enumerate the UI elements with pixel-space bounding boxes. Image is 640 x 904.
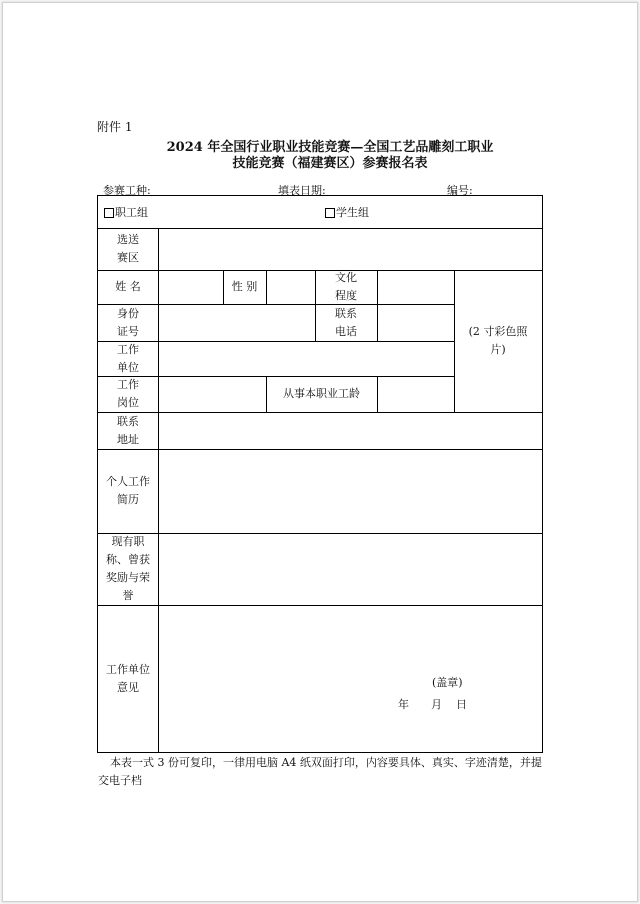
month-label: 月 — [431, 698, 442, 711]
education-field[interactable] — [378, 271, 454, 304]
resume-field[interactable] — [159, 450, 542, 533]
post-field[interactable] — [159, 377, 266, 412]
resume-label: 个人工作 简历 — [106, 475, 150, 506]
phone-field[interactable] — [378, 305, 454, 341]
post-label: 工作 岗位 — [117, 378, 139, 409]
education-label: 文化 程度 — [335, 271, 357, 302]
day-label: 日 — [456, 698, 467, 711]
gender-field[interactable] — [267, 271, 315, 304]
work-years-field[interactable] — [378, 377, 454, 412]
phone-label: 联系 电话 — [335, 306, 357, 338]
form-title-line2: 技能竞赛（福建赛区）参赛报名表 — [232, 156, 428, 171]
seal-label: (盖章) — [432, 676, 463, 689]
unit-opinion-label: 工作单位 意见 — [106, 662, 150, 694]
address-field[interactable] — [159, 413, 542, 449]
year-label: 年 — [398, 698, 409, 711]
work-unit-field[interactable] — [159, 342, 454, 376]
name-label: 姓 名 — [115, 280, 141, 293]
student-group-option[interactable]: 学生组 — [325, 204, 369, 222]
serial-number-label: 编号: — [447, 184, 473, 197]
gender-label: 性 别 — [231, 280, 258, 293]
attachment-label: 附件 1 — [97, 120, 133, 134]
checkbox-icon[interactable] — [325, 208, 335, 218]
region-label: 选送 赛区 — [117, 233, 139, 264]
checkbox-icon[interactable] — [104, 208, 114, 218]
work-years-label: 从事本职业工龄 — [283, 387, 360, 400]
name-field[interactable] — [159, 271, 223, 304]
id-number-label: 身份 证号 — [117, 306, 139, 338]
photo-placeholder[interactable]: (2 寸彩色照 片) — [468, 325, 528, 356]
honors-label: 现有职 称、曾获 奖励与荣 誉 — [106, 535, 150, 602]
unit-opinion-field[interactable] — [159, 606, 542, 752]
address-label: 联系 地址 — [117, 414, 139, 446]
staff-group-option[interactable]: 职工组 — [104, 204, 148, 222]
trade-label: 参赛工种: — [103, 184, 151, 197]
work-unit-label: 工作 单位 — [117, 342, 139, 374]
region-field[interactable] — [159, 229, 542, 270]
fill-date-label: 填表日期: — [278, 184, 326, 197]
honors-field[interactable] — [159, 534, 542, 605]
footnote: 本表一式 3 份可复印，一律用电脑 A4 纸双面打印，内容要具体、真实、字迹清楚，并提交电子档 — [98, 756, 542, 787]
id-number-field[interactable] — [159, 305, 315, 341]
form-title-line1: 2024 年全国行业职业技能竞赛—全国工艺品雕刻工职业 — [166, 140, 494, 155]
registration-form-table — [97, 195, 543, 753]
